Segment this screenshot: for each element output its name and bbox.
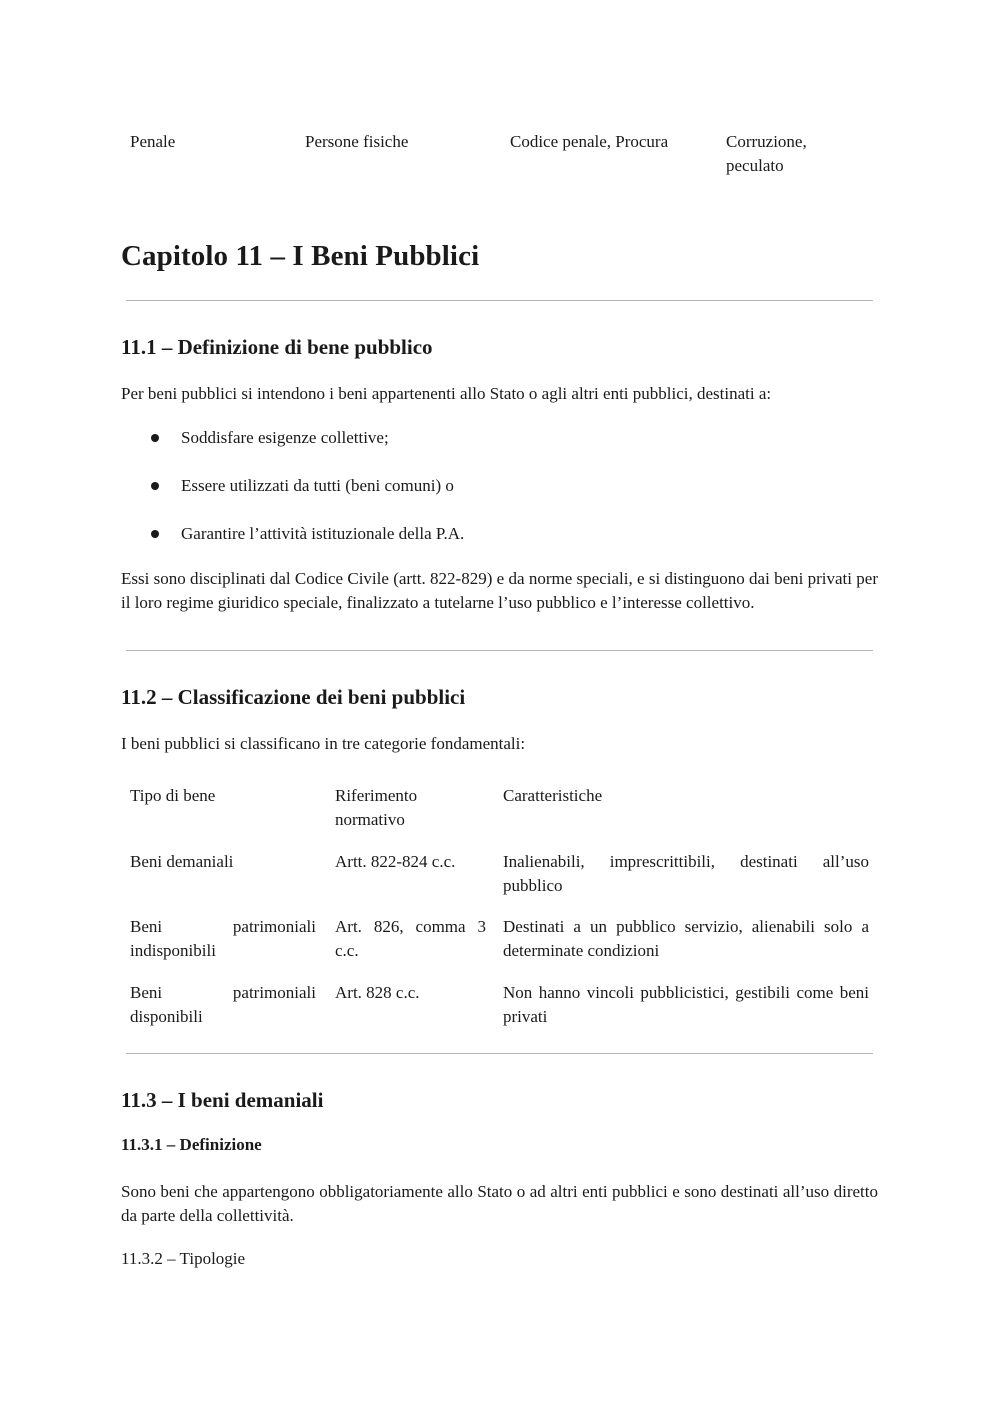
section-11-2-intro: I beni pubblici si classificano in tre categorie fondamentali: <box>121 734 526 753</box>
list-item: Garantire l’attività istituzionale della P.A. <box>181 524 465 543</box>
table-cell: Art. 828 c.c. <box>335 983 420 1002</box>
top-table-cell-2: Persone fisiche <box>305 132 409 151</box>
section-heading-11-3: 11.3 – I beni demaniali <box>121 1088 324 1112</box>
divider <box>126 300 873 301</box>
bullet-icon <box>151 434 159 442</box>
table-cell: Non hanno vincoli pubblicistici, gestibili come beni privati <box>503 983 869 1026</box>
subsection-heading-11-3-1: 11.3.1 – Definizione <box>121 1135 262 1154</box>
bullet-icon <box>151 530 159 538</box>
top-table-cell-1: Penale <box>130 132 176 151</box>
table-cell: Destinati a un pubblico servizio, alienabili solo a determinate condizioni <box>503 917 869 960</box>
section-heading-11-1: 11.1 – Definizione di bene pubblico <box>121 335 433 359</box>
list-item: Soddisfare esigenze collettive; <box>181 428 389 447</box>
subsection-heading-11-3-2: 11.3.2 – Tipologie <box>121 1249 246 1268</box>
table-cell: Beni patrimoniali indisponibili <box>130 917 316 960</box>
top-table-cell-3: Codice penale, Procura <box>510 132 669 151</box>
table-cell: Beni patrimoniali disponibili <box>130 983 316 1026</box>
table-cell: Beni demaniali <box>130 852 234 871</box>
bullet-icon <box>151 482 159 490</box>
list-item: Essere utilizzati da tutti (beni comuni) o <box>181 476 454 495</box>
table-cell: Inalienabili, imprescrittibili, destinati all’uso pubblico <box>503 852 869 895</box>
top-table-cell-4: Corruzione, peculato <box>726 132 807 175</box>
table-header-tipo: Tipo di bene <box>130 786 216 805</box>
divider <box>126 650 873 651</box>
section-heading-11-2: 11.2 – Classificazione dei beni pubblici <box>121 685 466 709</box>
table-header-riferimento: Riferimento normativo <box>335 786 418 829</box>
table-cell: Artt. 822-824 c.c. <box>335 852 456 871</box>
subsection-11-3-1-text: Sono beni che appartengono obbligatoriamente allo Stato o ad altri enti pubblici e sono destinati all’uso diretto da parte della collettività. <box>121 1182 878 1225</box>
table-cell: Art. 826, comma 3 c.c. <box>335 917 486 960</box>
section-11-1-closing: Essi sono disciplinati dal Codice Civile (artt. 822-829) e da norme speciali, e si distinguono dai beni privati per il loro regime giuridico speciale, finalizzato a tutelarne l’uso pubblico e l’interesse collettivo. <box>121 569 878 612</box>
chapter-title: Capitolo 11 – I Beni Pubblici <box>121 240 480 272</box>
divider <box>126 1053 873 1054</box>
section-11-1-intro: Per beni pubblici si intendono i beni appartenenti allo Stato o agli altri enti pubblici, destinati a: <box>121 384 772 403</box>
table-header-caratteristiche: Caratteristiche <box>503 786 603 805</box>
